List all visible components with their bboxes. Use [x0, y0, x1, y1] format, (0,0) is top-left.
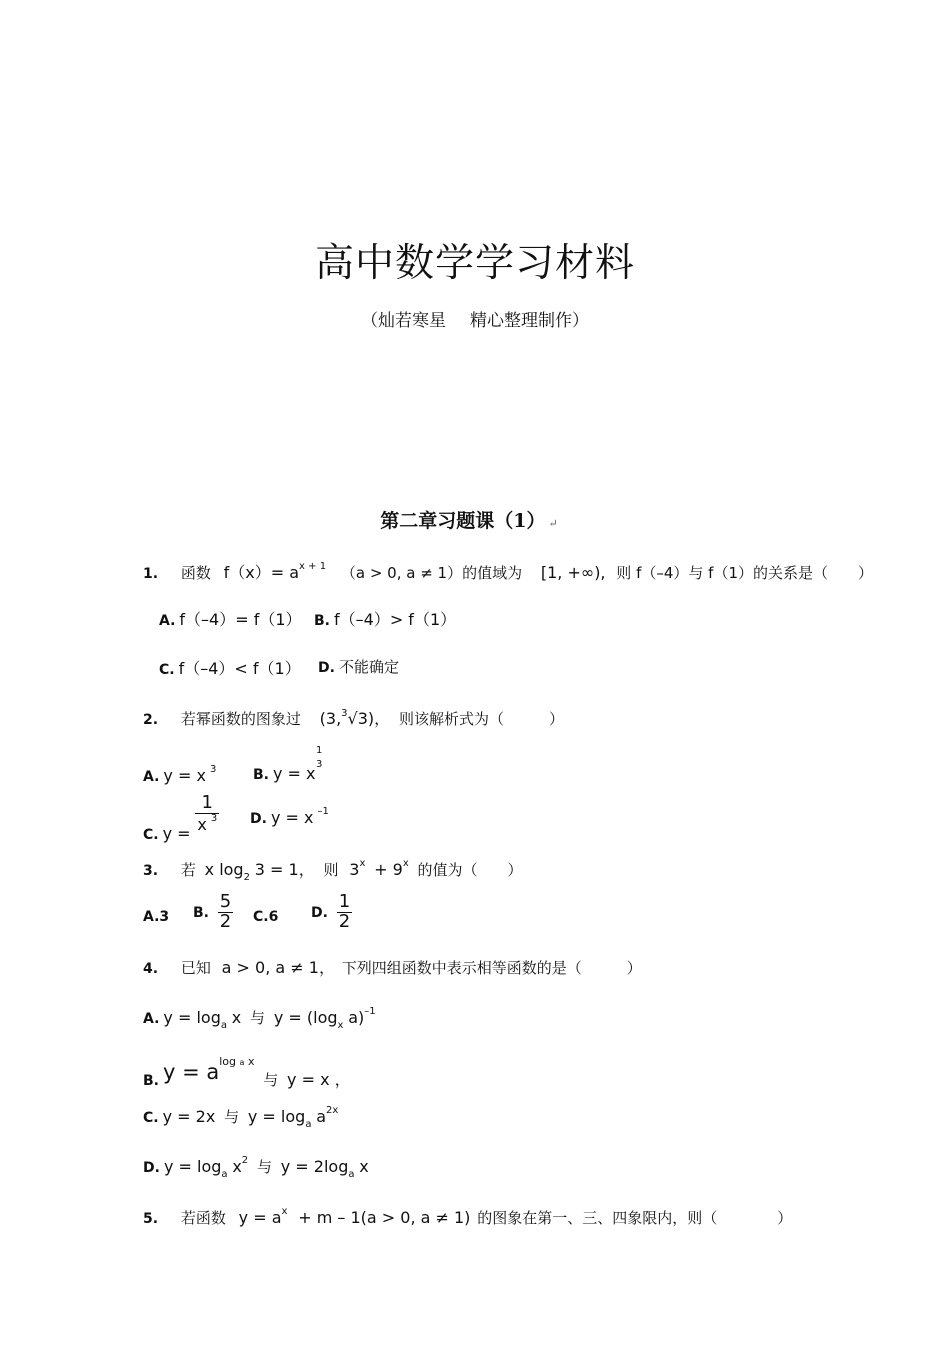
option-label: D. [250, 811, 267, 827]
question-text: 若幂函数的图象过 [180, 710, 301, 728]
fraction-denominator: 2 [219, 910, 232, 932]
option-c [143, 792, 219, 843]
option-text: y = [162, 823, 191, 843]
math-expression: x log [204, 860, 244, 879]
question-text: 则 [323, 861, 339, 879]
denominator-exponent: 3 [210, 812, 218, 824]
option-b [193, 893, 233, 932]
question-4 [143, 955, 642, 978]
math-exponent: x [402, 858, 409, 869]
option-d [143, 1155, 369, 1180]
option-fraction [195, 794, 219, 835]
question-text: （a > 0, a ≠ 1）的值域为 [340, 564, 523, 582]
math-subscript: a [348, 1169, 355, 1180]
faint-scan-artifact [370, 438, 550, 478]
chapter-title: 第二章习题课（1） [380, 510, 546, 532]
math-expression: y = 2x [162, 1107, 216, 1126]
question-3 [143, 857, 523, 883]
option-fraction [337, 893, 352, 932]
math-exponent: x + 1 [299, 561, 327, 572]
question-text: 已知 [180, 959, 211, 977]
option-b-exponent [316, 744, 322, 772]
option-label: B. [143, 1073, 159, 1089]
page-subtitle [0, 306, 950, 331]
math-subscript: a [221, 1169, 228, 1180]
point-right: )， [367, 709, 391, 728]
question-text: 若函数 [180, 1209, 226, 1227]
math-term: + 9 [374, 860, 403, 879]
conjunction: 与 [224, 1108, 240, 1126]
math-exponent: 2x [326, 1105, 339, 1116]
option-text: 不能确定 [338, 658, 399, 676]
option-label: A.3 [143, 909, 170, 925]
math-expression: y = a [163, 1060, 220, 1084]
option-label: C.6 [253, 909, 279, 925]
question-number: 2. [143, 712, 159, 728]
math-expression: y = log [163, 1008, 221, 1027]
question-text: 若 [180, 861, 196, 879]
denominator-base: x [197, 814, 207, 834]
option-label: A. [143, 1011, 160, 1027]
subtitle-right: 精心整理制作） [470, 311, 589, 331]
option-text: y = x [270, 808, 314, 827]
fraction-denominator [195, 814, 219, 835]
option-label: A. [143, 769, 160, 785]
conjunction: 与 [250, 1009, 266, 1027]
option-a [143, 907, 173, 925]
question-number: 1. [143, 566, 159, 582]
option-label: C. [159, 662, 175, 678]
option-a [159, 607, 302, 630]
question-5 [143, 1206, 792, 1228]
math-expression: [1, +∞), [540, 563, 606, 582]
math-point [320, 709, 391, 728]
option-label: B. [193, 904, 209, 921]
question-1 [143, 560, 873, 583]
fraction-numerator: 1 [338, 891, 351, 912]
exponent-numerator: 1 [316, 745, 323, 756]
math-expression: y = (log [273, 1008, 338, 1027]
math-subscript: a [305, 1119, 312, 1130]
root-body: √3 [347, 709, 368, 728]
math-expression: y = log [163, 1157, 222, 1176]
option-a [143, 764, 216, 785]
option-b [253, 764, 316, 783]
question-2 [143, 706, 564, 729]
option-b [143, 1055, 351, 1089]
math-expression: a [316, 1107, 327, 1126]
option-a [143, 1006, 376, 1031]
option-text: f（–4）= f（1） [179, 610, 302, 629]
exponent-log: log [219, 1055, 237, 1068]
option-fraction [218, 893, 233, 932]
option-d [318, 656, 399, 677]
math-expression: x [359, 1157, 369, 1176]
exponent-arg: x [247, 1055, 255, 1068]
conjunction: 与 [263, 1071, 279, 1089]
option-text: y = x [273, 764, 316, 783]
point-left: (3, [319, 709, 342, 728]
exponent-denominator: 3 [316, 759, 323, 770]
root-index: 3 [341, 708, 348, 719]
option-c [253, 907, 282, 925]
option-label: D. [311, 904, 328, 921]
question-text: 的值为（ ） [417, 861, 523, 879]
option-label: C. [143, 1110, 159, 1126]
chapter-heading [0, 506, 938, 533]
question-number: 5. [143, 1211, 159, 1227]
exponent-base: a [239, 1058, 245, 1067]
fraction-numerator: 5 [219, 891, 232, 912]
option-d [250, 806, 329, 827]
fraction-numerator: 1 [195, 794, 219, 814]
option-exponent: 3 [209, 764, 217, 775]
option-exponent: –1 [317, 806, 329, 817]
math-exponent: x [359, 858, 366, 869]
page-title: 高中数学学习材料 [314, 241, 635, 286]
math-expression: f（x）= a [223, 563, 300, 582]
math-expression: a) [348, 1008, 365, 1027]
option-b [314, 607, 456, 630]
fraction-denominator: 2 [338, 910, 351, 932]
option-c [143, 1105, 338, 1130]
option-text: f（–4）> f（1） [334, 610, 457, 629]
option-label: D. [318, 660, 335, 676]
option-text: f（–4）< f（1） [178, 659, 301, 678]
math-expression: 3 = 1， [254, 860, 315, 879]
option-text: y = x [163, 766, 206, 785]
subtitle-left: （灿若寒星 [361, 311, 446, 331]
question-text: 则 f（–4）与 f（1）的关系是（ ） [616, 564, 873, 582]
math-expression: x [232, 1157, 242, 1176]
option-label: B. [253, 767, 269, 783]
question-number: 4. [143, 961, 159, 977]
math-expression: + m – 1(a > 0, a ≠ 1) [298, 1208, 471, 1227]
math-expression: y = x ， [287, 1070, 351, 1089]
math-exponent: x [281, 1206, 288, 1217]
math-subscript: 2 [243, 872, 250, 883]
option-label: D. [143, 1160, 160, 1176]
return-mark-icon: ↵ [548, 517, 558, 530]
question-text: 函数 [180, 564, 211, 582]
math-expression: x [231, 1008, 242, 1027]
math-expression: y = log [247, 1107, 306, 1126]
question-text: 下列四组函数中表示相等函数的是（ ） [341, 959, 642, 977]
math-exponent: 2 [241, 1155, 249, 1166]
option-d [311, 893, 352, 932]
option-label: C. [143, 826, 159, 843]
option-c [159, 656, 301, 679]
math-expression: a > 0, a ≠ 1， [221, 958, 335, 977]
option-label: B. [314, 613, 330, 629]
math-subscript: x [337, 1020, 344, 1031]
question-number: 3. [143, 863, 159, 879]
math-exponent [219, 1055, 254, 1068]
math-expression: y = a [238, 1208, 282, 1227]
question-text: 的图象在第一、三、四象限内，则（ ） [477, 1209, 793, 1227]
question-text: 则该解析式为（ ） [398, 710, 564, 728]
math-term: 3 [349, 860, 360, 879]
conjunction: 与 [256, 1158, 272, 1176]
option-label: A. [159, 613, 176, 629]
math-subscript: a [220, 1020, 227, 1031]
math-exponent: –1 [364, 1006, 376, 1017]
math-expression: y = 2log [280, 1157, 349, 1176]
